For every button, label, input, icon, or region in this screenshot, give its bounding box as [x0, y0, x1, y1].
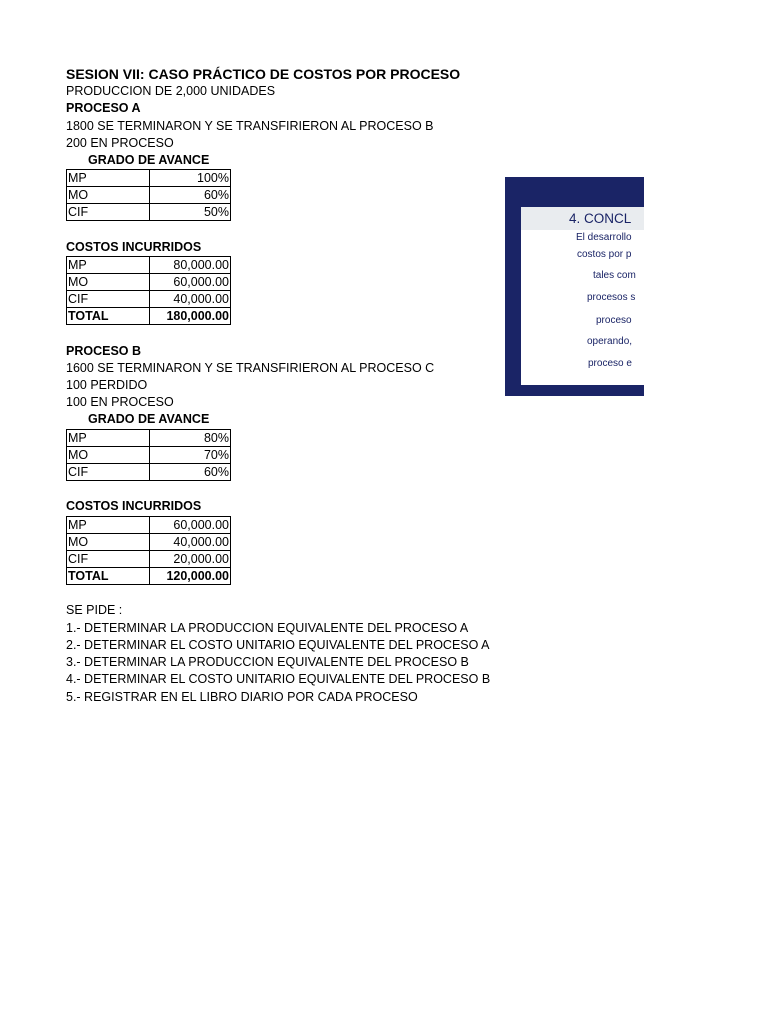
- process-a-line2: 200 EN PROCESO: [66, 136, 174, 150]
- row-value[interactable]: 20,000.00: [150, 551, 231, 568]
- table-row: [67, 274, 231, 291]
- table-row: [67, 170, 231, 187]
- process-a-progress-table: [66, 169, 231, 221]
- slide-text-line: operando,: [587, 336, 633, 347]
- slide-frame-bottom: [505, 385, 644, 396]
- row-label[interactable]: MP: [67, 170, 150, 187]
- task-item: 2.- DETERMINAR EL COSTO UNITARIO EQUIVALENTE DEL PROCESO A: [66, 638, 490, 652]
- process-b-costs-table: [66, 516, 231, 585]
- row-label[interactable]: MP: [67, 517, 150, 534]
- slide-heading-bar: [521, 207, 644, 230]
- slide-text-line: costos por p: [577, 249, 632, 260]
- embedded-slide-image[interactable]: [505, 177, 644, 396]
- row-label[interactable]: MP: [67, 430, 150, 447]
- row-value[interactable]: 40,000.00: [150, 534, 231, 551]
- row-value[interactable]: 100%: [150, 170, 231, 187]
- table-row: [67, 534, 231, 551]
- total-label[interactable]: TOTAL: [67, 568, 150, 585]
- row-label[interactable]: MO: [67, 447, 150, 464]
- slide-heading: 4. CONCL: [569, 211, 632, 226]
- row-value[interactable]: 50%: [150, 204, 231, 221]
- process-b-costs-heading: COSTOS INCURRIDOS: [66, 499, 202, 513]
- table-row: [67, 204, 231, 221]
- process-b-line1: 1600 SE TERMINARON Y SE TRANSFIRIERON AL PROCESO C: [66, 361, 435, 375]
- slide-text-line: proceso: [596, 315, 632, 326]
- total-row: [67, 568, 231, 585]
- table-row: [67, 430, 231, 447]
- process-b-heading: PROCESO B: [66, 344, 142, 358]
- table-row: [67, 517, 231, 534]
- row-label[interactable]: MO: [67, 534, 150, 551]
- tasks-heading: SE PIDE :: [66, 603, 123, 617]
- task-item: 3.- DETERMINAR LA PRODUCCION EQUIVALENTE DEL PROCESO B: [66, 655, 469, 669]
- row-value[interactable]: 80,000.00: [150, 257, 231, 274]
- table-row: [67, 447, 231, 464]
- table-row: [67, 257, 231, 274]
- total-row: [67, 308, 231, 325]
- process-a-costs-table: [66, 256, 231, 325]
- row-value[interactable]: 70%: [150, 447, 231, 464]
- row-label[interactable]: MP: [67, 257, 150, 274]
- task-item: 5.- REGISTRAR EN EL LIBRO DIARIO POR CADA PROCESO: [66, 690, 418, 704]
- row-label[interactable]: CIF: [67, 551, 150, 568]
- row-value[interactable]: 60%: [150, 187, 231, 204]
- table-row: [67, 551, 231, 568]
- row-label[interactable]: CIF: [67, 464, 150, 481]
- slide-frame-left: [505, 177, 521, 396]
- slide-frame-top: [505, 177, 644, 207]
- row-value[interactable]: 40,000.00: [150, 291, 231, 308]
- table-row: [67, 291, 231, 308]
- table-row: [67, 187, 231, 204]
- sheet-title: SESION VII: CASO PRÁCTICO DE COSTOS POR PROCESO: [66, 66, 461, 82]
- process-b-progress-heading: GRADO DE AVANCE: [88, 412, 210, 426]
- row-value[interactable]: 60,000.00: [150, 517, 231, 534]
- process-b-line2: 100 PERDIDO: [66, 378, 148, 392]
- slide-text-line: proceso e: [588, 358, 632, 369]
- task-item: 1.- DETERMINAR LA PRODUCCION EQUIVALENTE DEL PROCESO A: [66, 621, 469, 635]
- slide-text-line: tales com: [593, 270, 636, 281]
- row-value[interactable]: 80%: [150, 430, 231, 447]
- process-b-line3: 100 EN PROCESO: [66, 395, 174, 409]
- row-label[interactable]: CIF: [67, 291, 150, 308]
- production-line: PRODUCCION DE 2,000 UNIDADES: [66, 84, 276, 98]
- slide-text-line: El desarrollo: [576, 232, 632, 243]
- process-a-progress-heading: GRADO DE AVANCE: [88, 153, 210, 167]
- row-label[interactable]: CIF: [67, 204, 150, 221]
- row-label[interactable]: MO: [67, 274, 150, 291]
- process-b-progress-table: [66, 429, 231, 481]
- row-value[interactable]: 60%: [150, 464, 231, 481]
- total-value[interactable]: 120,000.00: [150, 568, 231, 585]
- process-a-heading: PROCESO A: [66, 101, 141, 115]
- process-a-line1: 1800 SE TERMINARON Y SE TRANSFIRIERON AL PROCESO B: [66, 119, 434, 133]
- row-label[interactable]: MO: [67, 187, 150, 204]
- task-item: 4.- DETERMINAR EL COSTO UNITARIO EQUIVALENTE DEL PROCESO B: [66, 672, 491, 686]
- table-row: [67, 464, 231, 481]
- total-value[interactable]: 180,000.00: [150, 308, 231, 325]
- process-a-costs-heading: COSTOS INCURRIDOS: [66, 240, 202, 254]
- slide-text-line: procesos s: [587, 292, 636, 303]
- row-value[interactable]: 60,000.00: [150, 274, 231, 291]
- total-label[interactable]: TOTAL: [67, 308, 150, 325]
